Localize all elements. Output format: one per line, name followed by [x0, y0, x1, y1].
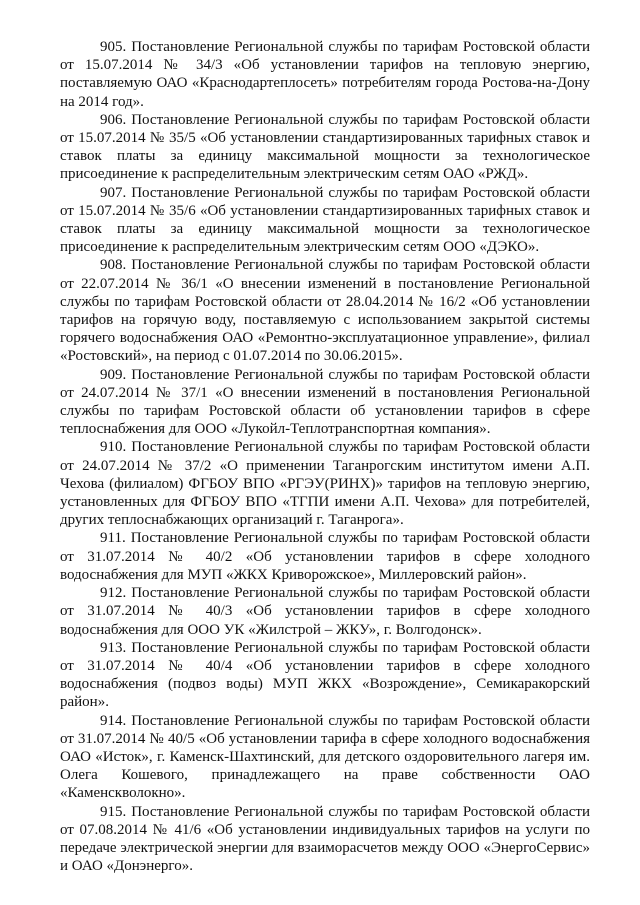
list-item: 913. Постановление Региональной службы по тарифам Ростовской области от 31.07.2014 № 40/4 «Об установлении тарифов в сфере холодного водоснабжения (подвоз воды) МУП ЖКХ «Возрождение», Семикаракорский район». [60, 639, 590, 711]
list-item: 912. Постановление Региональной службы по тарифам Ростовской области от 31.07.2014 № 40/3 «Об установлении тарифов в сфере холодного водоснабжения для ООО УК «Жилстрой – ЖКУ», г. Волгодонск». [60, 585, 590, 638]
document-page [60, 38, 590, 875]
list-item: 907. Постановление Региональной службы по тарифам Ростовской области от 15.07.2014 № 35/6 «Об установлении стандартизированных тарифных ставок и ставок платы за единицу максимальной мощности за технологическое присоединение к распределительным электрическим сетям ООО «ДЭКО». [60, 184, 590, 256]
list-item: 908. Постановление Региональной службы по тарифам Ростовской области от 22.07.2014 № 36/1 «О внесении изменений в постановление Региональной службы по тарифам Ростовской области от 28.04.2014 № 16/2 «Об установлении тарифов на горячую воду, поставляемую с использованием закрытой системы горячего водоснабжения ОАО «Ремонтно-эксплуатационное управление», филиал «Ростовский», на период с 01.07.2014 по 30.06.2015». [60, 257, 590, 365]
list-item: 906. Постановление Региональной службы по тарифам Ростовской области от 15.07.2014 № 35/5 «Об установлении стандартизированных тарифных ставок и ставок платы за единицу максимальной мощности за технологическое присоединение к распределительным электрическим сетям ОАО «РЖД». [60, 111, 590, 183]
list-item: 911. Постановление Региональной службы по тарифам Ростовской области от 31.07.2014 № 40/2 «Об установлении тарифов в сфере холодного водоснабжения для МУП «ЖКХ Криворожское», Миллеровский район». [60, 530, 590, 583]
list-item: 914. Постановление Региональной службы по тарифам Ростовской области от 31.07.2014 № 40/5 «Об установлении тарифа в сфере холодного водоснабжения ОАО «Исток», г. Каменск-Шахтинский, для детского оздоровительного лагеря им. Олега Кошевого, принадлежащего на праве собственности ОАО «Каменскволокно». [60, 712, 590, 802]
list-item: 915. Постановление Региональной службы по тарифам Ростовской области от 07.08.2014 № 41/6 «Об установлении индивидуальных тарифов на услуги по передаче электрической энергии для взаиморасчетов между ООО «ЭнергоСервис» и ОАО «Донэнерго». [60, 803, 590, 875]
list-item: 905. Постановление Региональной службы по тарифам Ростовской области от 15.07.2014 № 34/3 «Об установлении тарифов на тепловую энергию, поставляемую ОАО «Краснодартеплосеть» потребителям города Ростова-на-Дону на 2014 год». [60, 39, 590, 110]
list-item: 910. Постановление Региональной службы по тарифам Ростовской области от 24.07.2014 № 37/2 «О применении Таганрогским институтом имени А.П. Чехова (филиалом) ФГБОУ ВПО «РГЭУ(РИНХ)» тарифов на тепловую энергию, установленных для ФГБОУ ВПО «ТГПИ имени А.П. Чехова» для потребителей, других теплоснабжающих организаций г. Таганрога». [60, 439, 590, 529]
list-item: 909. Постановление Региональной службы по тарифам Ростовской области от 24.07.2014 № 37/1 «О внесении изменений в постановления Региональной службы по тарифам Ростовской области об установлении тарифов в сфере теплоснабжения для ООО «Лукойл-Теплотранспортная компания». [60, 366, 590, 438]
